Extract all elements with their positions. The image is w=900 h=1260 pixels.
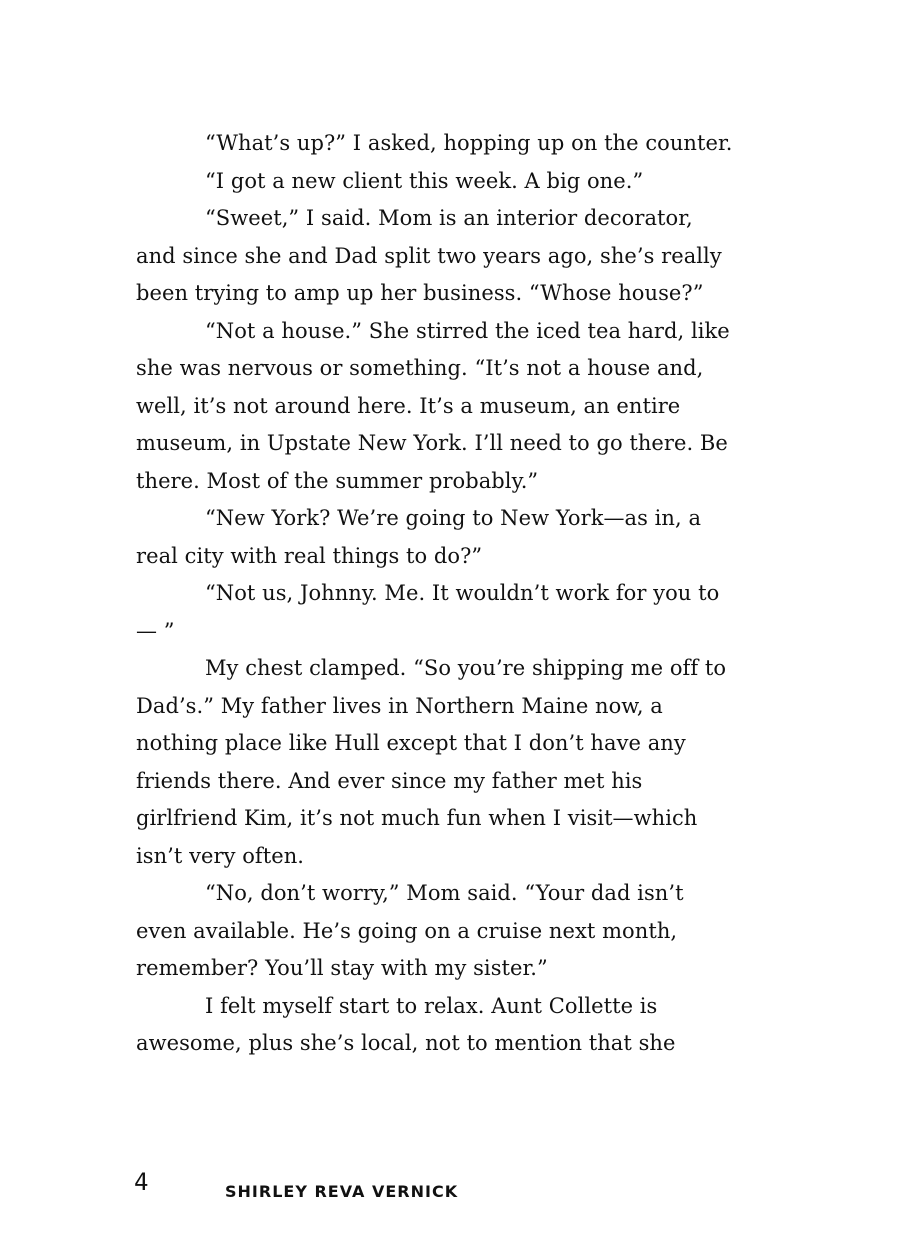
page-number: 4 (134, 1168, 149, 1196)
paragraph: “Not a house.” She stirred the iced tea hard, like she was nervous or something. “It’s not a house and, well, it’s not around here. It’s a museum, an entire museum, in Upstate New York. I’ll need to go there. Be there. Most of the summer probably.” (136, 318, 730, 493)
paragraph: “Sweet,” I said. Mom is an interior decorator, and since she and Dad split two years ago, she’s really been trying to amp up her business. “Whose house?” (136, 206, 722, 305)
paragraph: My chest clamped. “So you’re shipping me off to Dad’s.” My father lives in Northern Maine now, a nothing place like Hull except that I don’t have any friends there. And ever since my father met his girlfriend Kim, it’s not much fun when I visit—which isn’t very often. (136, 656, 727, 868)
running-footer-author: SHIRLEY REVA VERNICK (225, 1182, 459, 1201)
paragraph: “What’s up?” I asked, hopping up on the counter. (205, 131, 733, 155)
body-text (136, 125, 736, 1063)
paragraph: I felt myself start to relax. Aunt Collette is awesome, plus she’s local, not to mention that she (136, 993, 676, 1055)
paragraph: “New York? We’re going to New York—as in, a real city with real things to do?” (136, 506, 702, 568)
paragraph: “I got a new client this week. A big one.” (205, 168, 644, 193)
paragraph: “Not us, Johnny. Me. It wouldn’t work for you to— ” (136, 581, 720, 643)
page-footer (0, 1170, 900, 1210)
paragraph: “No, don’t worry,” Mom said. “Your dad isn’t even available. He’s going on a cruise next month, remember? You’ll stay with my sister.” (136, 881, 684, 980)
